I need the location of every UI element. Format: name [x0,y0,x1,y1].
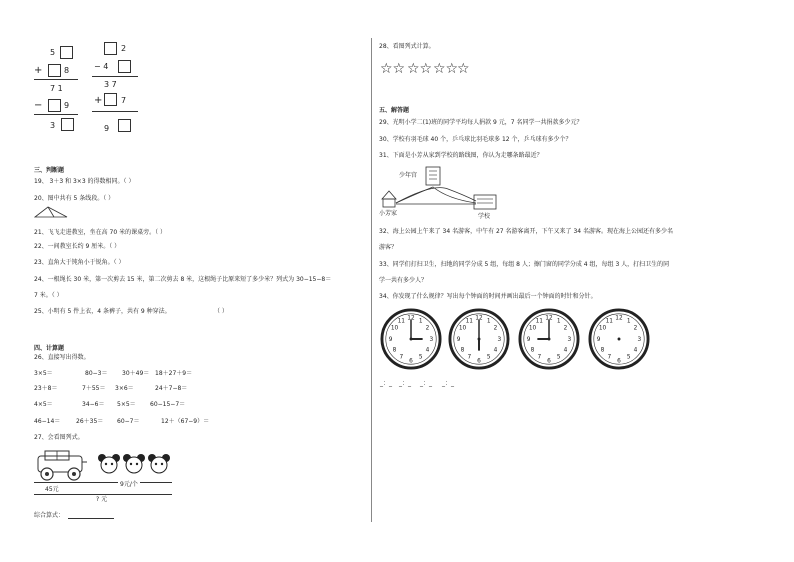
svg-text:4: 4 [563,347,568,354]
svg-text:5: 5 [556,354,561,361]
answer-box[interactable] [118,60,131,73]
answer-box[interactable] [118,119,131,132]
question-32-cont: 游客？ [379,244,398,251]
answer-paren[interactable]: （ ） [214,308,228,315]
svg-text:10: 10 [458,325,467,332]
svg-text:5: 5 [418,354,423,361]
calc-item: 60−7＝ [117,418,140,425]
svg-text:2: 2 [563,325,568,332]
svg-text:2: 2 [425,325,430,332]
doll-price: 9元/个 [120,481,138,488]
star-group: ☆☆ [407,61,433,77]
svg-text:2: 2 [633,325,638,332]
clock-time-blank[interactable]: _：_ [442,380,455,387]
svg-text:1: 1 [556,318,561,325]
clock-face-2 [448,308,510,370]
answer-box[interactable] [48,99,61,112]
question-32: 32、海上公园上午来了 34 名游客，中午有 27 名游客离开，下午又来了 34 名游客。现在海上公园还有多少名 [379,228,673,235]
svg-text:6: 6 [477,358,481,365]
calc-line [92,76,138,77]
svg-text:5: 5 [486,354,491,361]
answer-line[interactable] [68,518,114,519]
svg-text:3: 3 [637,336,642,343]
calc-digit: 3 [50,121,56,130]
svg-text:11: 11 [605,318,614,325]
question-33-cont: 学一共有多少人？ [379,277,428,284]
calc-item: 34−6＝ [82,401,105,408]
combined-formula-label: 综合算式： [34,512,65,519]
calc-item: 30＋49＝ [122,370,150,377]
question-25: 25、小明有 5 件上衣，4 条裤子，共有 9 种穿法。 [34,308,171,315]
answer-box[interactable] [104,42,117,55]
svg-text:1: 1 [486,318,491,325]
calc-item: 7＋55＝ [82,385,106,392]
calc-item: 4×5＝ [34,401,53,408]
calc-item: 12＋（67−9）＝ [161,418,210,425]
answer-box[interactable] [48,64,61,77]
svg-text:9: 9 [388,336,393,343]
clock-time-blank[interactable]: _：_ [380,380,393,387]
section-3-title: 三、判断题 [34,167,65,174]
svg-text:11: 11 [465,318,474,325]
calc-digit: 3 7 [104,80,117,89]
plus-sign: + [94,95,103,106]
svg-text:3: 3 [567,336,572,343]
question-24: 24、一根绳长 30 米，第一次剪去 15 米，第二次剪去 8 米，这根绳子比原来短了多少米？列式为 30−15−8＝ [34,276,332,283]
car-price: 45元 [45,486,59,493]
map-label-school: 学校 [478,213,491,220]
svg-text:10: 10 [390,325,399,332]
section-5-title: 五、解答题 [379,107,410,114]
question-21: 21、飞飞走进教室，坐在高 70 米的课桌旁。（ ） [34,229,166,236]
triangle-figure [34,206,68,218]
svg-text:10: 10 [528,325,537,332]
calc-digit: − 4 [94,62,109,71]
total-unknown: ? 元 [96,496,108,503]
calc-line [34,114,78,115]
question-31: 31、下面是小芳从家到学校的路线图，你认为走哪条路最近？ [379,152,543,159]
svg-text:4: 4 [425,347,430,354]
calc-item: 26＋35＝ [76,418,104,425]
map-label-home: 小芳家 [379,210,398,217]
calc-digit: 5 [50,48,56,57]
svg-text:3: 3 [429,336,434,343]
svg-text:6: 6 [617,358,621,365]
toy-car-icon [33,448,89,484]
answer-box[interactable] [60,46,73,59]
total-line [34,494,172,495]
svg-text:12: 12 [475,315,483,322]
calc-item: 46−14＝ [34,418,61,425]
question-34: 34、你发现了什么规律？写出每个钟面的时间并画出最后一个钟面的时针和分针。 [379,293,597,300]
svg-text:12: 12 [615,315,623,322]
question-19: 19、 3＋3 和 3×3 的得数相同。（ ） [34,178,135,185]
column-divider [371,38,372,522]
answer-box[interactable] [61,118,74,131]
star-group: ☆☆ [380,61,406,77]
svg-text:7: 7 [467,354,472,361]
svg-text:9: 9 [456,336,461,343]
answer-box[interactable] [104,93,117,106]
clock-face-3 [518,308,580,370]
svg-text:7: 7 [399,354,404,361]
calc-digit: 7 1 [50,84,63,93]
svg-text:10: 10 [598,325,607,332]
calc-digit: 8 [64,66,70,75]
svg-text:6: 6 [409,358,413,365]
calc-digit: 9 [104,124,110,133]
clock-face-4[interactable] [588,308,650,370]
svg-text:6: 6 [547,358,551,365]
minus-sign: − [34,100,43,111]
svg-text:12: 12 [545,315,553,322]
calc-line [34,79,78,80]
section-4-title: 四、计算题 [34,345,65,352]
svg-text:8: 8 [392,347,397,354]
question-20: 20、图中共有 5 条线段。（ ） [34,195,115,202]
svg-text:4: 4 [633,347,638,354]
star-group: ☆☆ [433,61,459,77]
question-24-cont: 7 米。（ ） [34,292,63,299]
svg-text:9: 9 [526,336,531,343]
question-26: 26、直接写出得数。 [34,354,90,361]
clock-time-blank[interactable]: _：_ [399,380,412,387]
svg-text:11: 11 [397,318,406,325]
svg-text:8: 8 [600,347,605,354]
svg-text:8: 8 [460,347,465,354]
svg-text:7: 7 [537,354,542,361]
map-label-palace: 少年宫 [399,172,418,179]
svg-text:8: 8 [530,347,535,354]
calc-item: 24＋7−8＝ [155,385,188,392]
svg-text:4: 4 [493,347,498,354]
question-28: 28、看图列式计算。 [379,43,435,50]
star-group: ☆ [457,61,470,77]
calc-item: 5×5＝ [117,401,136,408]
calc-digit: 7 [121,96,127,105]
question-33: 33、同学们打扫卫生，扫地的同学分成 5 组，每组 8 人；擦门窗的同学分成 4 组，每组 3 人，打扫卫生的同 [379,261,670,268]
svg-text:9: 9 [596,336,601,343]
calc-item: 60−15−7＝ [150,401,186,408]
calc-item: 3×6＝ [115,385,134,392]
svg-text:1: 1 [626,318,631,325]
svg-text:2: 2 [493,325,498,332]
question-27: 27、会看图列式。 [34,434,84,441]
doll-icons [96,453,172,479]
svg-text:1: 1 [418,318,423,325]
clock-face-1 [380,308,442,370]
calc-digit: 9 [64,101,70,110]
svg-text:11: 11 [535,318,544,325]
calc-line [92,111,138,112]
calc-item: 80−3＝ [85,370,108,377]
question-23: 23、直角大于钝角小于锐角。（ ） [34,259,125,266]
bracket-line [34,482,172,483]
svg-text:5: 5 [626,354,631,361]
clock-time-blank[interactable]: _：_ [420,380,433,387]
svg-text:7: 7 [607,354,612,361]
question-22: 22、一间教室长约 9 厘米。（ ） [34,243,121,250]
question-29: 29、光明小学二(1)班的同学平均每人捐款 9 元，7 名同学一共捐款多少元？ [379,119,583,126]
svg-text:3: 3 [497,336,502,343]
calc-item: 23＋8＝ [34,385,58,392]
calc-item: 18＋27＋9＝ [155,370,193,377]
question-30: 30、学校有羽毛球 40 个，乒乓球比羽毛球多 12 个，乒乓球有多少个？ [379,136,572,143]
calc-digit: 2 [121,44,127,53]
svg-text:12: 12 [407,315,415,322]
plus-sign: + [34,65,43,76]
calc-item: 3×5＝ [34,370,53,377]
